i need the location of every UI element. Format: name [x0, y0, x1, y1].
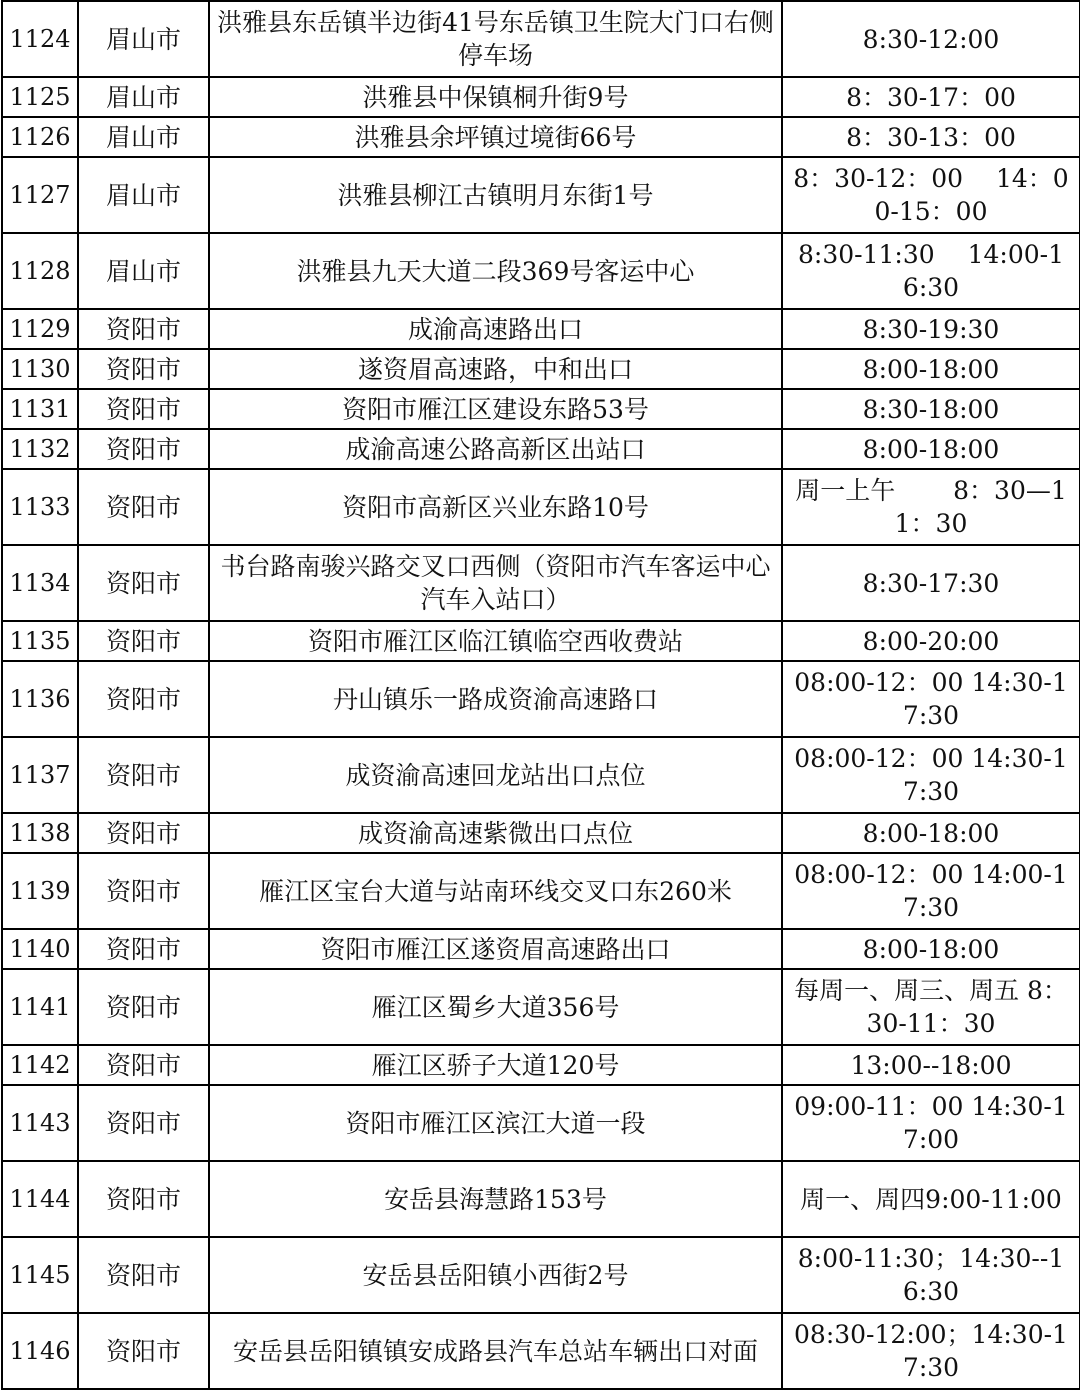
table-row: [2, 813, 1080, 853]
table-row: [2, 853, 1080, 929]
row-hours: 13:00--18:00: [782, 1045, 1080, 1085]
row-address: 雁江区蜀乡大道356号: [209, 969, 782, 1045]
row-city: 资阳市: [78, 429, 209, 469]
row-address: 安岳县岳阳镇小西街2号: [209, 1237, 782, 1313]
row-address: 雁江区骄子大道120号: [209, 1045, 782, 1085]
row-city: 资阳市: [78, 737, 209, 813]
row-city: 资阳市: [78, 621, 209, 661]
row-hours: 周一、周四9:00-11:00: [782, 1161, 1080, 1237]
row-number: 1142: [2, 1045, 78, 1085]
row-address: 丹山镇乐一路成资渝高速路口: [209, 661, 782, 737]
row-hours: 8：30-13：00: [782, 117, 1080, 157]
row-address: 洪雅县中保镇桐升街9号: [209, 77, 782, 117]
table-row: [2, 661, 1080, 737]
table-row: [2, 157, 1080, 233]
row-number: 1133: [2, 469, 78, 545]
row-number: 1132: [2, 429, 78, 469]
row-address: 成渝高速路出口: [209, 309, 782, 349]
row-city: 资阳市: [78, 1237, 209, 1313]
row-city: 资阳市: [78, 929, 209, 969]
table-row: [2, 389, 1080, 429]
table-row: [2, 929, 1080, 969]
row-address: 雁江区宝台大道与站南环线交叉口东260米: [209, 853, 782, 929]
row-city: 眉山市: [78, 77, 209, 117]
row-number: 1126: [2, 117, 78, 157]
row-number: 1135: [2, 621, 78, 661]
row-city: 资阳市: [78, 1085, 209, 1161]
row-address: 资阳市雁江区滨江大道一段: [209, 1085, 782, 1161]
row-address: 成渝高速公路高新区出站口: [209, 429, 782, 469]
row-city: 眉山市: [78, 233, 209, 309]
row-address: 遂资眉高速路，中和出口: [209, 349, 782, 389]
table-body: [2, 1, 1080, 1389]
row-number: 1129: [2, 309, 78, 349]
row-city: 资阳市: [78, 813, 209, 853]
table-row: [2, 969, 1080, 1045]
row-address: 安岳县岳阳镇镇安成路县汽车总站车辆出口对面: [209, 1313, 782, 1389]
row-hours: 8：30-12：00 14：00-15：00: [782, 157, 1080, 233]
row-number: 1134: [2, 545, 78, 621]
row-city: 资阳市: [78, 309, 209, 349]
table-row: [2, 117, 1080, 157]
row-address: 洪雅县九天大道二段369号客运中心: [209, 233, 782, 309]
table-row: [2, 737, 1080, 813]
row-number: 1143: [2, 1085, 78, 1161]
table-row: [2, 309, 1080, 349]
row-hours: 08:00-12：00 14:00-17:30: [782, 853, 1080, 929]
row-city: 资阳市: [78, 389, 209, 429]
row-address: 书台路南骏兴路交叉口西侧（资阳市汽车客运中心汽车入站口）: [209, 545, 782, 621]
row-hours: 8：30-17：00: [782, 77, 1080, 117]
table-row: [2, 1313, 1080, 1389]
row-hours: 08:00-12：00 14:30-17:30: [782, 661, 1080, 737]
row-address: 资阳市雁江区遂资眉高速路出口: [209, 929, 782, 969]
row-address: 洪雅县余坪镇过境街66号: [209, 117, 782, 157]
row-city: 资阳市: [78, 545, 209, 621]
row-city: 资阳市: [78, 1161, 209, 1237]
table-row: [2, 1161, 1080, 1237]
row-city: 眉山市: [78, 1, 209, 77]
row-hours: 周一上午 8：30—11：30: [782, 469, 1080, 545]
row-address: 成资渝高速回龙站出口点位: [209, 737, 782, 813]
row-hours: 08:30-12:00；14:30-17:30: [782, 1313, 1080, 1389]
table-row: [2, 429, 1080, 469]
row-address: 成资渝高速紫微出口点位: [209, 813, 782, 853]
row-city: 资阳市: [78, 349, 209, 389]
row-number: 1141: [2, 969, 78, 1045]
row-number: 1136: [2, 661, 78, 737]
row-hours: 08:00-12：00 14:30-17:30: [782, 737, 1080, 813]
table-row: [2, 349, 1080, 389]
row-number: 1127: [2, 157, 78, 233]
table-row: [2, 1, 1080, 77]
row-number: 1139: [2, 853, 78, 929]
row-address: 安岳县海慧路153号: [209, 1161, 782, 1237]
row-hours: 8:30-11:30 14:00-16:30: [782, 233, 1080, 309]
table-row: [2, 621, 1080, 661]
row-number: 1140: [2, 929, 78, 969]
row-hours: 8:00-18:00: [782, 929, 1080, 969]
row-hours: 8:30-12:00: [782, 1, 1080, 77]
row-hours: 8:30-18:00: [782, 389, 1080, 429]
row-hours: 8:00-11:30；14:30--16:30: [782, 1237, 1080, 1313]
row-number: 1146: [2, 1313, 78, 1389]
row-number: 1137: [2, 737, 78, 813]
row-city: 资阳市: [78, 853, 209, 929]
row-city: 眉山市: [78, 117, 209, 157]
row-number: 1138: [2, 813, 78, 853]
table-row: [2, 469, 1080, 545]
row-city: 资阳市: [78, 1045, 209, 1085]
row-number: 1128: [2, 233, 78, 309]
testing-sites-table: [1, 0, 1080, 1390]
row-hours: 09:00-11：00 14:30-17:00: [782, 1085, 1080, 1161]
table-row: [2, 545, 1080, 621]
row-hours: 8:00-20:00: [782, 621, 1080, 661]
row-city: 资阳市: [78, 661, 209, 737]
row-number: 1125: [2, 77, 78, 117]
table-row: [2, 77, 1080, 117]
row-number: 1131: [2, 389, 78, 429]
table-row: [2, 1045, 1080, 1085]
row-hours: 8:30-17:30: [782, 545, 1080, 621]
table-row: [2, 1237, 1080, 1313]
row-hours: 每周一、周三、周五 8：30-11：30: [782, 969, 1080, 1045]
row-city: 资阳市: [78, 1313, 209, 1389]
row-address: 资阳市雁江区临江镇临空西收费站: [209, 621, 782, 661]
row-address: 资阳市雁江区建设东路53号: [209, 389, 782, 429]
row-number: 1144: [2, 1161, 78, 1237]
row-city: 资阳市: [78, 969, 209, 1045]
row-city: 资阳市: [78, 469, 209, 545]
row-city: 眉山市: [78, 157, 209, 233]
row-number: 1130: [2, 349, 78, 389]
row-hours: 8:00-18:00: [782, 429, 1080, 469]
table-row: [2, 1085, 1080, 1161]
row-number: 1145: [2, 1237, 78, 1313]
row-address: 洪雅县柳江古镇明月东街1号: [209, 157, 782, 233]
row-hours: 8:00-18:00: [782, 349, 1080, 389]
row-hours: 8:00-18:00: [782, 813, 1080, 853]
row-hours: 8:30-19:30: [782, 309, 1080, 349]
table-row: [2, 233, 1080, 309]
row-number: 1124: [2, 1, 78, 77]
row-address: 洪雅县东岳镇半边街41号东岳镇卫生院大门口右侧停车场: [209, 1, 782, 77]
row-address: 资阳市高新区兴业东路10号: [209, 469, 782, 545]
